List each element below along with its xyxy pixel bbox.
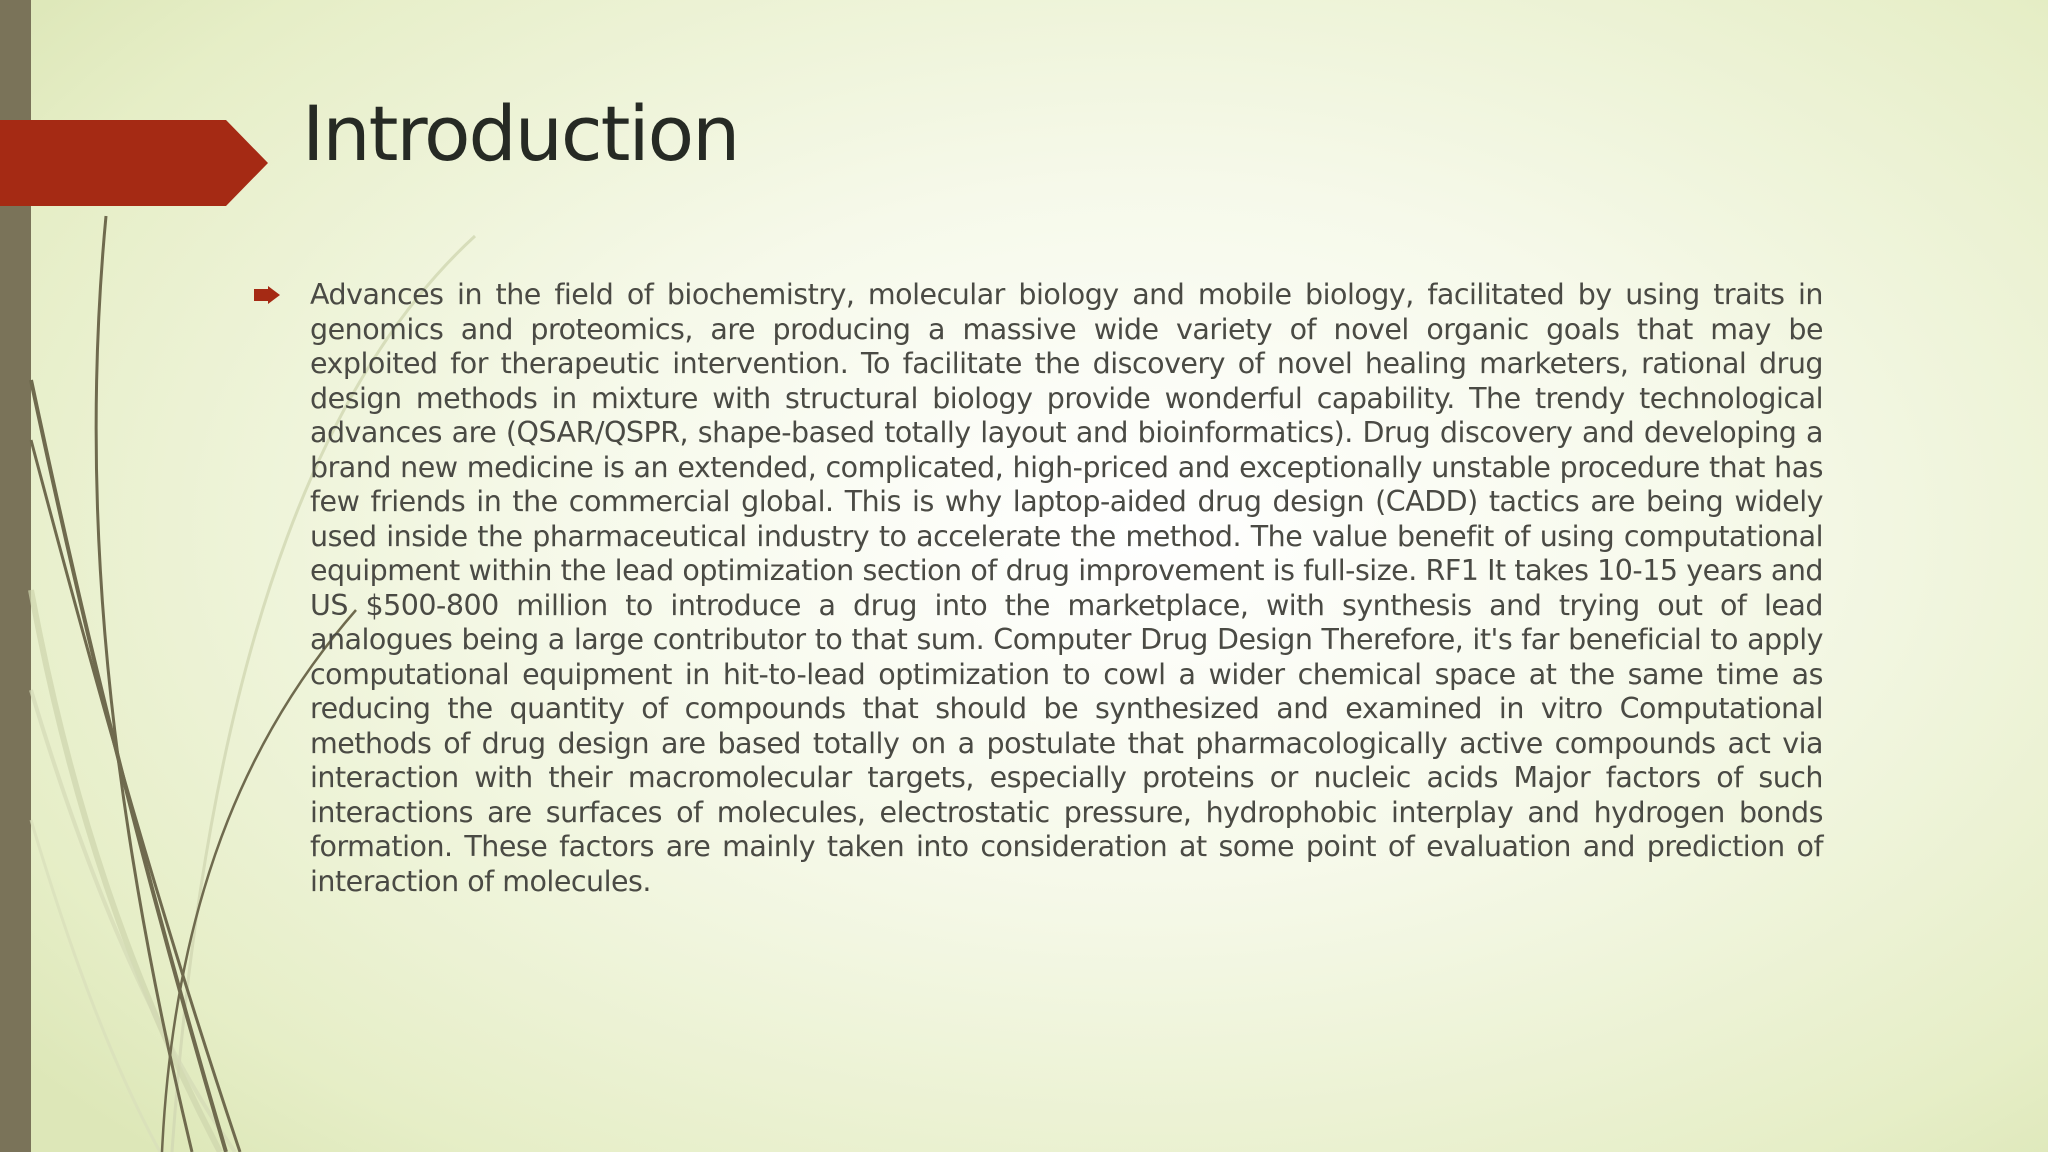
dark-curve-3 (31, 440, 240, 1152)
title-accent-tab (0, 120, 270, 206)
arrow-bullet-icon (254, 286, 280, 304)
dark-curve-2 (31, 380, 226, 1152)
dark-curve-1 (96, 216, 192, 1152)
slide-title: Introduction (302, 89, 739, 178)
body-paragraph: Advances in the field of biochemistry, molecular biology and mobile biology, facilitated by using traits in genomics and proteomics, are producing a massive wide variety of novel organic goals that may be exploited for therapeutic intervention. To facilitate the discovery of novel healing marketers, rational drug design methods in mixture with structural biology provide wonderful capability. The trendy technological advances are (QSAR/QSPR, shape-based totally layout and bioinformatics). Drug discovery and developing a brand new medicine is an extended, complicated, high-priced and exceptionally unstable procedure that has few friends in the commercial global. This is why laptop-aided drug design (CADD) tactics are being widely used inside the pharmaceutical industry to accelerate the method. The value benefit of using computational equipment within the lead optimization section of drug improvement is full-size. RF1 It takes 10-15 years and US $500-800 million to introduce a drug into the marketplace, with synthesis and trying out of lead analogues being a large contributor to that sum. Computer Drug Design Therefore, it's far beneficial to apply computational equipment in hit-to-lead optimization to cowl a wider chemical space at the same time as reducing the quantity of compounds that should be synthesized and examined in vitro Computational methods of drug design are based totally on a postulate that pharmacologically active compounds act via interaction with their macromolecular targets, especially proteins or nucleic acids Major factors of such interactions are surfaces of molecules, electrostatic pressure, hydrophobic interplay and hydrogen bonds formation. These factors are mainly taken into consideration at some point of evaluation and prediction of interaction of molecules. (310, 278, 1823, 898)
light-curve-2 (31, 590, 220, 1152)
